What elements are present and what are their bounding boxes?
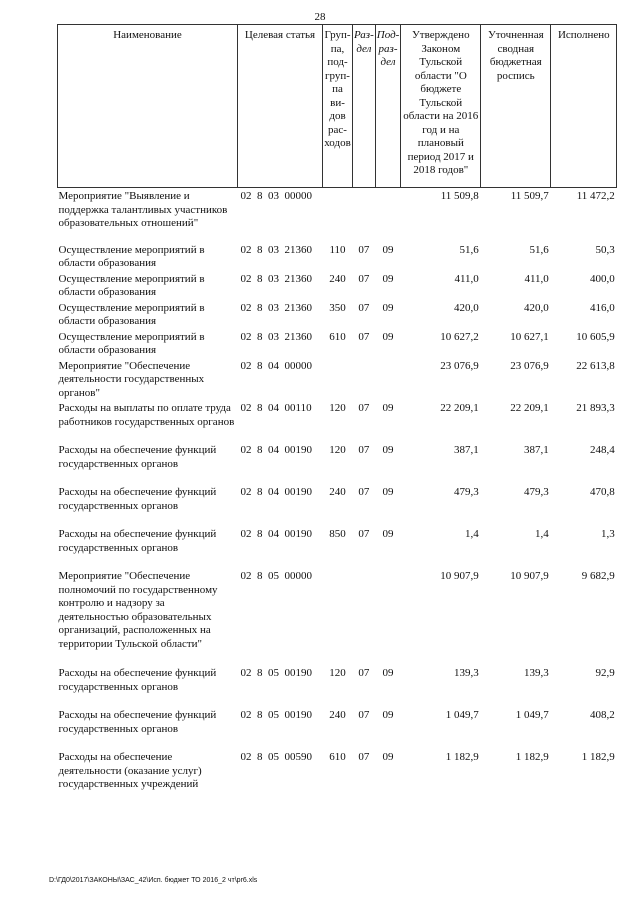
row-name: Расходы на обеспечение функций государственных органов [58,444,217,470]
row-section: 07 [358,243,370,256]
row-section: 07 [358,709,370,721]
row-refined: 51,6 [529,243,549,256]
header-approved: Утверждено Законом Тульской области "О бюджете Тульской области на 2016 год и на плановый период 2017 и 2018 годов" [401,25,481,188]
row-section: 07 [358,667,370,679]
table-row [58,329,617,358]
row-subsection: 09 [382,751,394,763]
row-target-article: 02 8 05 00590 [240,751,312,763]
row-section: 07 [358,301,370,314]
row-group [323,188,353,242]
header-target-article: Целевая статья [238,25,323,188]
row-group: 110 [329,243,346,256]
row-target-article: 02 8 03 00000 [240,190,312,202]
row-approved: 1,4 [465,528,479,540]
header-group: Груп-па, под-груп-па ви-дов рас-ходов [323,25,353,188]
row-approved: 22 209,1 [440,402,479,414]
row-group: 610 [329,751,346,763]
row-section [353,568,376,665]
row-section: 07 [358,751,370,763]
row-subsection: 09 [382,402,394,414]
table-row [58,665,617,707]
table-row [58,271,617,300]
row-target-article: 02 8 04 00000 [240,359,312,372]
header-executed: Исполнено [551,25,617,188]
row-group: 350 [329,301,346,314]
row-name: Мероприятие "Выявление и поддержка талантливых участников образовательных отношений" [58,190,228,229]
row-section: 07 [358,444,370,456]
row-target-article: 02 8 04 00190 [240,444,312,456]
row-approved: 23 076,9 [440,359,479,372]
row-executed: 10 605,9 [576,330,615,343]
row-refined: 387,1 [524,444,549,456]
row-approved: 11 509,8 [440,190,479,202]
row-executed: 92,9 [595,667,615,679]
row-refined: 420,0 [524,301,549,314]
row-executed: 400,0 [590,272,615,285]
row-refined: 1,4 [535,528,549,540]
row-group: 240 [329,709,346,721]
row-approved: 1 182,9 [445,751,479,763]
row-executed: 22 613,8 [576,359,615,372]
header-section: Раз-дел [353,25,376,188]
row-refined: 1 049,7 [515,709,549,721]
table-row [58,358,617,401]
row-target-article: 02 8 04 00190 [240,486,312,498]
row-name: Расходы на обеспечение функций государственных органов [58,528,217,554]
row-subsection: 09 [382,444,394,456]
row-subsection: 09 [382,486,394,498]
row-executed: 9 682,9 [581,570,615,582]
row-group: 120 [329,402,346,414]
row-group: 120 [329,444,346,456]
row-target-article: 02 8 03 21360 [240,301,312,314]
table-row [58,242,617,271]
row-subsection: 09 [382,528,394,540]
row-refined: 1 182,9 [515,751,549,763]
row-subsection [375,188,401,242]
row-approved: 479,3 [454,486,479,498]
row-executed: 408,2 [590,709,615,721]
row-refined: 22 209,1 [510,402,549,414]
row-name: Расходы на обеспечение деятельности (оказание услуг) государственных учреждений [58,751,202,790]
row-approved: 139,3 [454,667,479,679]
row-name: Мероприятие "Обеспечение полномочий по государственному контролю и надзору за деятельностью образовательных организаций, расположенных на территории Тульской области" [58,570,218,650]
row-section: 07 [358,486,370,498]
row-target-article: 02 8 05 00190 [240,667,312,679]
row-group [323,568,353,665]
row-name: Расходы на обеспечение функций государственных органов [58,667,217,693]
row-name: Осуществление мероприятий в области образования [58,330,205,356]
row-group: 850 [329,528,346,540]
row-approved: 387,1 [454,444,479,456]
row-group: 240 [329,272,346,285]
row-subsection: 09 [382,243,394,256]
row-section: 07 [358,272,370,285]
row-subsection [375,358,401,401]
table-row [58,749,617,793]
row-approved: 411,0 [454,272,479,285]
row-approved: 10 627,2 [440,330,479,343]
row-approved: 420,0 [454,301,479,314]
row-target-article: 02 8 05 00000 [240,570,312,582]
row-refined: 11 509,7 [510,190,549,202]
row-target-article: 02 8 03 21360 [240,272,312,285]
row-subsection: 09 [382,301,394,314]
row-approved: 51,6 [459,243,479,256]
row-group [323,358,353,401]
row-group: 240 [329,486,346,498]
page-number: 28 [314,11,326,23]
table-row [58,300,617,329]
row-target-article: 02 8 04 00190 [240,528,312,540]
footer-file-path: D:\ГД0\2017\ЗАКОНЫ\ЗАС_42\Исп. бюджет ТО 2016_2 чт\pr6.xls [49,877,258,884]
table-header-row [58,25,617,188]
table-row [58,526,617,568]
row-section [353,358,376,401]
row-group: 120 [329,667,346,679]
row-target-article: 02 8 04 00110 [240,402,312,414]
row-name: Расходы на обеспечение функций государственных органов [58,709,217,735]
row-name: Расходы на выплаты по оплате труда работников государственных органов [58,402,235,428]
row-refined: 139,3 [524,667,549,679]
row-refined: 10 907,9 [510,570,549,582]
row-executed: 11 472,2 [576,190,615,202]
table-row [58,442,617,484]
header-name: Наименование [58,25,238,188]
row-target-article: 02 8 03 21360 [240,243,312,256]
row-approved: 1 049,7 [445,709,479,721]
row-target-article: 02 8 03 21360 [240,330,312,343]
row-name: Осуществление мероприятий в области образования [58,243,205,269]
row-executed: 248,4 [590,444,615,456]
row-section: 07 [358,528,370,540]
row-group: 610 [329,330,346,343]
row-executed: 50,3 [595,243,615,256]
row-name: Расходы на обеспечение функций государственных органов [58,486,217,512]
table-row [58,484,617,526]
row-executed: 1,3 [601,528,615,540]
row-section: 07 [358,330,370,343]
row-name: Осуществление мероприятий в области образования [58,301,205,327]
row-refined: 479,3 [524,486,549,498]
row-refined: 23 076,9 [510,359,549,372]
row-target-article: 02 8 05 00190 [240,709,312,721]
row-subsection: 09 [382,667,394,679]
header-refined: Уточненная сводная бюджетная роспись [481,25,551,188]
row-subsection: 09 [382,272,394,285]
table-row [58,188,617,242]
row-executed: 1 182,9 [581,751,615,763]
row-executed: 470,8 [590,486,615,498]
row-refined: 10 627,1 [510,330,549,343]
row-section [353,188,376,242]
row-name: Мероприятие "Обеспечение деятельности государственных органов" [58,359,205,399]
row-executed: 416,0 [590,301,615,314]
row-section: 07 [358,402,370,414]
table-row [58,568,617,665]
row-subsection: 09 [382,709,394,721]
table-row [58,707,617,749]
row-executed: 21 893,3 [576,402,615,414]
header-subsection: Под-раз-дел [375,25,401,188]
row-approved: 10 907,9 [440,570,479,582]
row-subsection: 09 [382,330,394,343]
row-subsection [375,568,401,665]
table-row [58,400,617,442]
row-name: Осуществление мероприятий в области образования [58,272,205,298]
row-refined: 411,0 [524,272,549,285]
budget-table [57,24,617,793]
